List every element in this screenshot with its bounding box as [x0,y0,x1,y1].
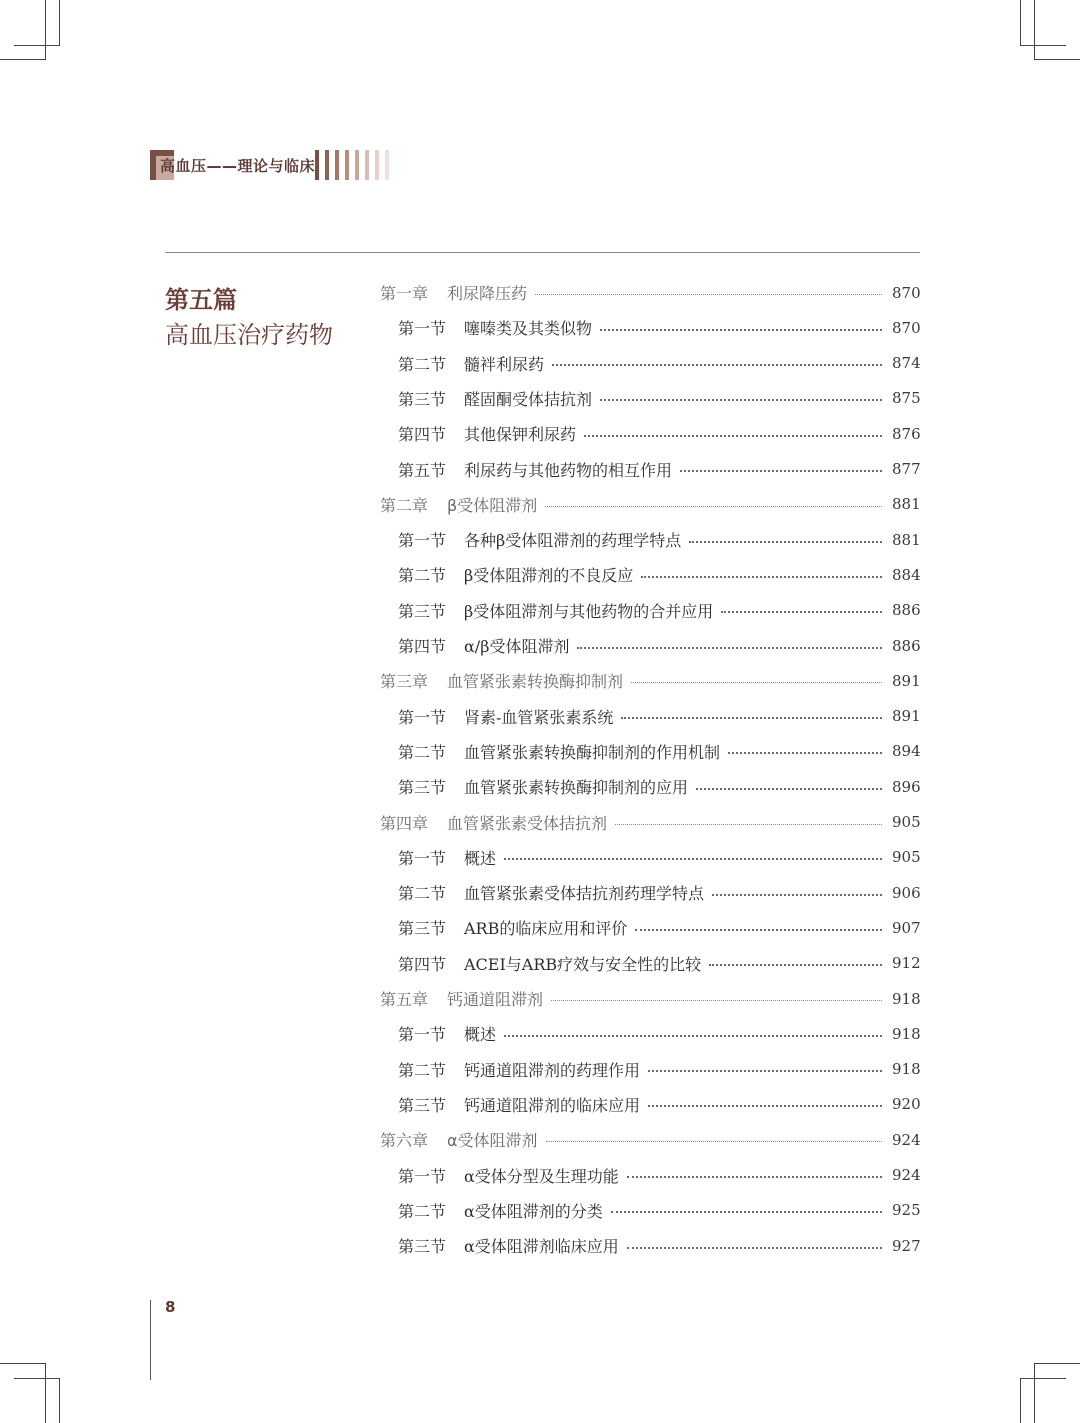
toc-entry-page: 918 [892,1060,921,1079]
toc-entry-title: 利尿降压药 [447,284,528,303]
toc-chapter-row[interactable] [380,805,920,840]
toc-section-row[interactable] [380,734,920,769]
toc-entry-title: 钙通道阻滞剂的临床应用 [464,1095,641,1115]
toc-section-row[interactable] [380,593,920,628]
toc-section-row[interactable] [380,346,920,381]
toc-entry-page: 925 [892,1201,921,1220]
toc-section-row[interactable] [380,946,920,981]
toc-entry-number: 第二节 [398,1060,447,1080]
toc-leader-dots [709,964,882,966]
toc-entry-title: 肾素-血管紧张素系统 [464,707,614,727]
crop-mark-top-right-v [1020,0,1021,45]
toc-leader-dots [535,294,882,295]
toc-entry-number: 第二章 [380,495,429,515]
toc-entry-page: 905 [892,848,921,867]
crop-mark-top-left-h2 [14,45,60,46]
toc-entry-number: 第三节 [398,1237,447,1257]
crop-mark-bottom-left-v2 [45,1363,46,1423]
header-bar [325,150,329,180]
toc-entry-page: 886 [892,636,921,655]
toc-entry-title: α受体阻滞剂 [447,1131,538,1151]
toc-entry-page: 920 [892,1095,921,1114]
toc-leader-dots [545,506,882,507]
toc-entry-title: 血管紧张素受体拮抗剂 [447,813,608,833]
header-bar [375,150,379,180]
toc-entry-title: β受体阻滞剂的不良反应 [464,566,634,586]
toc-section-row[interactable] [380,1158,920,1193]
toc-entry-title: 髓袢利尿药 [464,354,545,374]
toc-leader-dots [635,929,882,931]
toc-entry-page: 894 [892,742,921,761]
toc-entry-page: 891 [892,671,921,690]
toc-leader-dots [546,1141,882,1142]
toc-entry-page: 906 [892,883,921,902]
toc-entry-page: 918 [892,989,921,1008]
crop-mark-bottom-right-v2 [1034,1363,1035,1423]
toc-entry-page: 896 [892,777,921,796]
toc-chapter-row[interactable] [380,663,920,698]
toc-entry-number: 第三节 [398,601,447,621]
toc-leader-dots [577,647,882,649]
crop-mark-top-right-h2 [1020,45,1066,46]
toc-leader-dots [631,682,882,683]
crop-mark-bottom-left-h2 [14,1378,60,1379]
toc-leader-dots [600,329,882,331]
toc-entry-number: 第一节 [398,1025,447,1045]
toc-entry-page: 881 [892,495,921,514]
toc-leader-dots [641,576,882,578]
toc-leader-dots [728,752,882,754]
toc-leader-dots [600,399,882,401]
toc-entry-page: 881 [892,530,921,549]
toc-entry-page: 907 [892,918,921,937]
toc-section-row[interactable] [380,452,920,487]
toc-entry-page: 912 [892,954,921,973]
toc-entry-title: 钙通道阻滞剂的药理作用 [464,1060,641,1080]
toc-chapter-row[interactable] [380,981,920,1016]
toc-leader-dots [689,541,882,543]
header-bar [355,150,359,180]
toc-entry-number: 第二节 [398,566,447,586]
toc-section-row[interactable] [380,381,920,416]
toc-entry-page: 924 [892,1130,921,1149]
toc-entry-number: 第六章 [380,1131,429,1151]
crop-mark-bottom-left-h [0,1363,45,1364]
toc-leader-dots [552,364,882,366]
toc-entry-title: 概述 [464,848,497,868]
toc-entry-title: 钙通道阻滞剂 [447,990,544,1009]
toc-leader-dots [584,435,882,437]
part-title: 高血压治疗药物 [165,321,333,349]
toc-entry-page: 927 [892,1236,921,1255]
toc-leader-dots [504,858,882,860]
toc-chapter-row[interactable] [380,487,920,522]
toc-entry-title: 概述 [464,1025,497,1045]
toc-entry-number: 第三节 [398,389,447,409]
toc-leader-dots [696,788,882,790]
header-bar [335,150,339,180]
toc-leader-dots [627,1176,882,1178]
toc-entry-page: 875 [892,389,921,408]
toc-entry-page: 924 [892,1166,921,1184]
toc-entry-title: β受体阻滞剂 [447,495,538,515]
toc-entry-number: 第一节 [398,848,447,868]
toc-entry-page: 884 [892,565,921,584]
header-bar [385,150,389,180]
header-title: 高血压——理论与临床 [160,157,316,175]
toc-entry-title: α受体阻滞剂的分类 [464,1201,603,1221]
toc-section-row[interactable] [380,1052,920,1087]
toc-entry-page: 886 [892,601,921,620]
toc-section-row[interactable] [380,910,920,945]
toc-entry-number: 第四节 [398,425,447,445]
toc-leader-dots [648,1070,882,1072]
page-number: 8 [165,1298,176,1316]
toc-leader-dots [627,1247,882,1249]
toc-leader-dots [648,1105,882,1107]
toc-entry-page: 918 [892,1024,921,1043]
toc-entry-title: 其他保钾利尿药 [464,425,577,445]
toc-leader-dots [551,1000,882,1001]
toc-entry-page: 874 [892,354,921,373]
toc-entry-number: 第一节 [398,707,447,727]
toc-entry-title: 各种β受体阻滞剂的药理学特点 [464,531,682,551]
toc-chapter-row[interactable] [380,1122,920,1157]
toc-entry-page: 905 [892,813,921,831]
toc-entry-title: 血管紧张素转换酶抑制剂的作用机制 [464,742,721,762]
toc-section-row[interactable] [380,1016,920,1051]
toc-entry-page: 870 [892,318,921,337]
toc-entry-title: 噻嗪类及其类似物 [464,319,593,339]
toc-entry-number: 第三节 [398,1095,447,1115]
toc-section-row[interactable] [380,310,920,345]
toc-entry-title: ACEI与ARB疗效与安全性的比较 [464,954,702,974]
toc-section-row[interactable] [380,1193,920,1228]
toc-entry-title: α受体分型及生理功能 [464,1166,619,1186]
toc-entry-page: 876 [892,424,921,443]
toc-entry-number: 第一节 [398,531,447,551]
toc-entry-title: ARB的临床应用和评价 [464,919,628,939]
toc-section-row[interactable] [380,522,920,557]
crop-mark-top-left-v2 [45,0,46,60]
toc-section-row[interactable] [380,557,920,592]
toc-leader-dots [680,470,882,472]
toc-entry-page: 877 [892,460,921,478]
toc-entry-number: 第一节 [398,319,447,339]
top-rule [165,252,920,253]
toc-section-row[interactable] [380,769,920,804]
part-label: 第五篇 [165,286,237,314]
crop-mark-bottom-right-v [1020,1378,1021,1423]
toc-entry-number: 第三节 [398,919,447,939]
crop-mark-bottom-right-h [1035,1363,1080,1364]
toc-entry-number: 第一章 [380,284,429,303]
toc-entry-number: 第一节 [398,1166,447,1186]
toc-entry-number: 第二节 [398,742,447,762]
toc-entry-number: 第四节 [398,954,447,974]
toc-entry-number: 第四章 [380,813,429,833]
toc-entry-title: 利尿药与其他药物的相互作用 [464,460,673,480]
toc-section-row[interactable] [380,628,920,663]
toc-entry-page: 870 [892,283,921,302]
header-bar [345,150,349,180]
toc-entry-title: β受体阻滞剂与其他药物的合并应用 [464,601,714,621]
toc-entry-number: 第二节 [398,1201,447,1221]
crop-mark-top-right-v2 [1034,0,1035,60]
toc-leader-dots [721,611,882,613]
toc-entry-title: 醛固酮受体拮抗剂 [464,389,593,409]
toc-entry-title: 血管紧张素转换酶抑制剂 [447,672,624,692]
folio-rule [150,1300,151,1380]
toc-entry-number: 第五节 [398,460,447,480]
toc-entry-title: 血管紧张素受体拮抗剂药理学特点 [464,884,705,904]
toc-leader-dots [611,1211,882,1213]
crop-mark-bottom-left-v [59,1378,60,1423]
toc-section-row[interactable] [380,840,920,875]
toc-leader-dots [504,1035,882,1037]
crop-mark-top-right-h [1035,59,1080,60]
crop-mark-top-left-v [59,0,60,45]
toc-entry-number: 第四节 [398,637,447,656]
toc-leader-dots [621,717,882,719]
toc-entry-title: α受体阻滞剂临床应用 [464,1237,619,1257]
toc-leader-dots [712,894,882,896]
toc-section-row[interactable] [380,416,920,451]
toc-entry-title: α/β受体阻滞剂 [464,637,570,656]
header-bar [315,150,319,180]
toc-entry-page: 891 [892,707,921,726]
toc-entry-number: 第三节 [398,778,447,798]
toc-section-row[interactable] [380,875,920,910]
crop-mark-bottom-right-h2 [1020,1378,1066,1379]
toc-entry-number: 第二节 [398,354,447,374]
toc-leader-dots [615,824,882,825]
toc-chapter-row[interactable] [380,275,920,310]
toc-entry-number: 第五章 [380,990,429,1009]
toc-entry-number: 第三章 [380,672,429,692]
toc-section-row[interactable] [380,1087,920,1122]
crop-mark-top-left-h [0,59,45,60]
toc-section-row[interactable] [380,1228,920,1263]
header-bar [365,150,369,180]
toc-entry-number: 第二节 [398,884,447,904]
toc-entry-title: 血管紧张素转换酶抑制剂的应用 [464,778,689,798]
toc-section-row[interactable] [380,699,920,734]
